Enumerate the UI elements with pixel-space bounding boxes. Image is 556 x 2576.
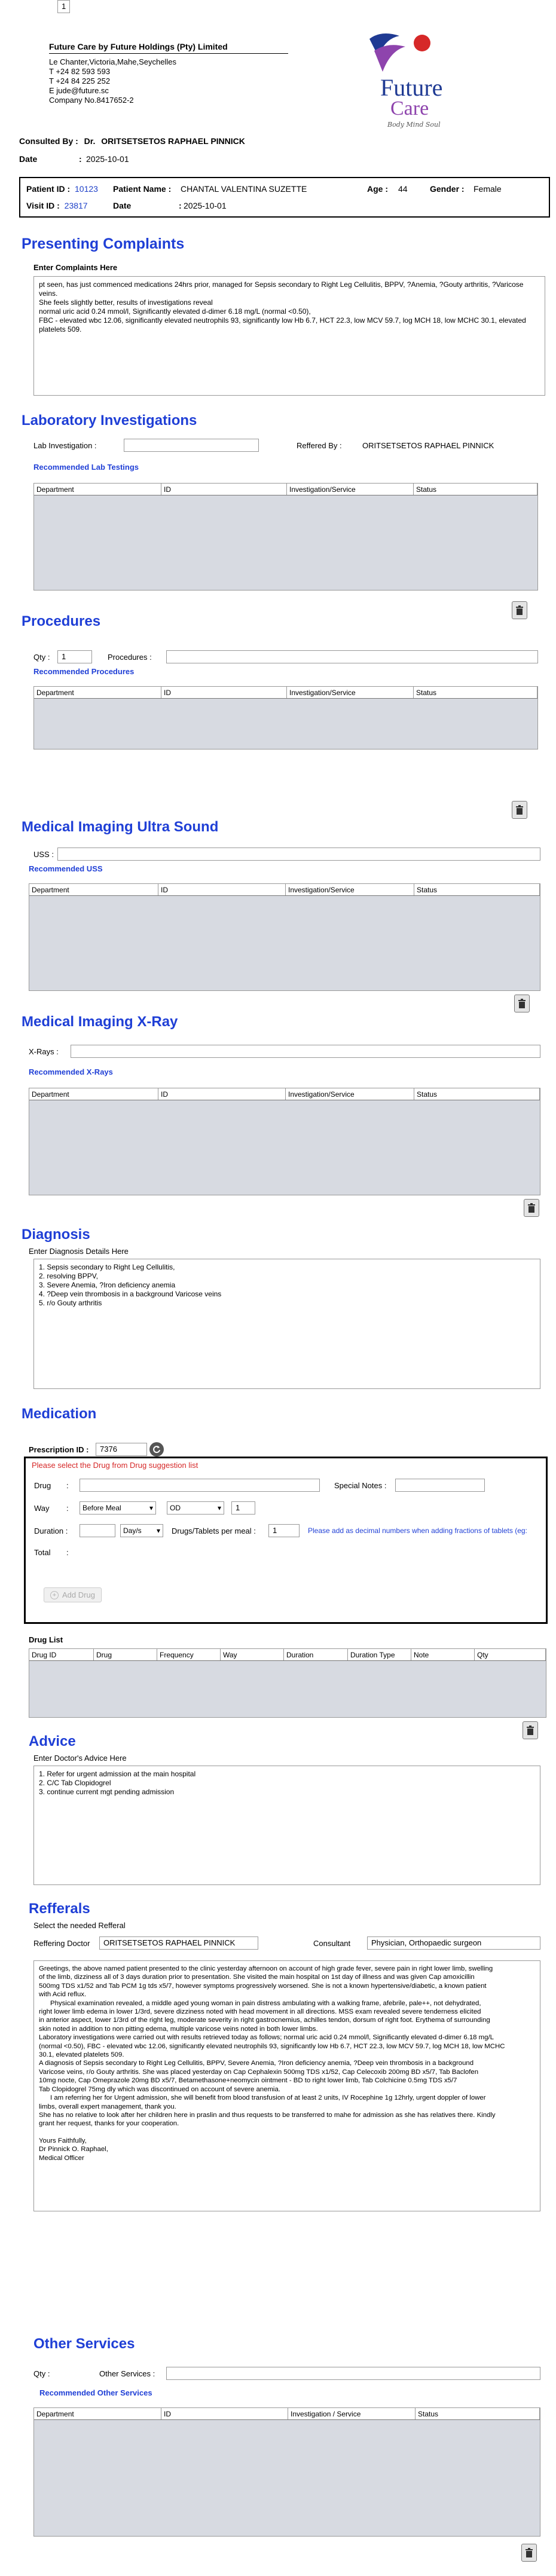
col-investigation: Investigation / Service — [288, 2408, 416, 2419]
duration-unit-value: Day/s — [123, 1526, 142, 1535]
company-tel2: T +24 84 225 252 — [49, 77, 111, 85]
trash-icon — [527, 1203, 536, 1213]
lab-label: Lab Investigation : — [33, 441, 97, 450]
advice-sub: Enter Doctor's Advice Here — [33, 1754, 127, 1763]
letter-line: right lower limb edema in lower 1/3rd, severe dizziness noted with head movement in all directions. MSS exam revealed severe tenderness elicited — [39, 2008, 481, 2016]
col-id: ID — [161, 687, 287, 698]
diagnosis-line: 5. r/o Gouty arthritis — [39, 1299, 102, 1307]
uss-recommended-link[interactable]: Recommended USS — [29, 864, 103, 873]
patient-name: CHANTAL VALENTINA SUZETTE — [181, 184, 307, 194]
visit-id: 23817 — [64, 201, 88, 210]
drug-warning: Please select the Drug from Drug suggestion list — [32, 1461, 198, 1470]
letter-line: Varicose veins, r/o Gouty arthritis. She was placed yesterday on Cap Cephalexin 500mg TDS x1/52, Cap Celecoxib 200mg BD x5/7, Tab Baclofen — [39, 2068, 479, 2076]
drug-label: Drug — [34, 1481, 51, 1490]
referring-doctor-label: Reffering Doctor — [33, 1939, 90, 1948]
druglist-title: Drug List — [29, 1635, 63, 1644]
complaints-line: She feels slightly better, results of investigations reveal — [39, 298, 213, 307]
col-id: ID — [158, 884, 286, 895]
col-id: ID — [158, 1088, 286, 1100]
complaints-line: pt seen, has just commenced medications 24hrs prior, managed for Sepsis secondary to Right Leg Cellulitis, BPPV, ?Anemia, ?Gouty arthritis, ?Varicose veins. — [39, 280, 524, 298]
xray-title: Medical Imaging X-Ray — [22, 1014, 178, 1030]
procedures-grid — [33, 686, 538, 749]
company-email: E jude@future.sc — [49, 86, 109, 95]
letter-line: 500mg TDS x1/52 and Tab PCM 1g tds x5/7, however symptoms progressively worsened. She is not a known hypertensive/diabetic, a known patient — [39, 1982, 487, 1990]
consult-date-value: 2025-10-01 — [86, 154, 129, 164]
lab-grid — [33, 483, 538, 591]
logo-word-future: Future — [380, 74, 443, 101]
letter-line: I am referring her for Urgent admission, she will benefit from blood transfusion of at least 2 units, IV Rocephine 1g 12hrly, urgent doppler of lower — [39, 2094, 486, 2102]
complaints-line: FBC - elevated wbc 12.06, significantly elevated neutrophils 93, significantly low Hb 6.7, HCT 22.3, low MCV 59.7, log MCH 18, low MCHC 30.1, elevated platelets 509. — [39, 316, 526, 334]
lab-recommended-link[interactable]: Recommended Lab Testings — [33, 463, 139, 472]
letter-line — [39, 2128, 535, 2137]
referral-letter-textarea[interactable] — [33, 1960, 540, 2211]
uss-label: USS : — [33, 850, 54, 859]
other-qty-label: Qty : — [33, 2369, 50, 2378]
diagnosis-line: 1. Sepsis secondary to Right Leg Cellulitis, — [39, 1263, 175, 1271]
complaints-line: normal uric acid 0.24 mmol/l, Significantly elevated d-dimer 6.18 mg/L (normal <0.50), — [39, 307, 311, 316]
add-icon: + — [50, 1591, 59, 1599]
special-notes-input[interactable] — [395, 1479, 485, 1492]
consulted-by-label: Consulted By : — [19, 136, 78, 146]
advice-textarea[interactable] — [33, 1766, 540, 1885]
other-delete-button[interactable] — [521, 2544, 537, 2562]
other-recommended-link[interactable]: Recommended Other Services — [39, 2388, 152, 2397]
col-status: Status — [414, 884, 540, 895]
referrals-title: Refferals — [29, 1901, 90, 1917]
procedures-title: Procedures — [22, 613, 101, 629]
letter-line: She has no relative to look after her children here in praslin and thus requests to be transferred to mahe for admission as she has relatives there. Kindly — [39, 2111, 496, 2119]
col-status: Status — [416, 2408, 540, 2419]
lab-delete-button[interactable] — [512, 601, 527, 619]
duration-unit-select[interactable] — [120, 1524, 163, 1537]
diagnosis-line: 2. resolving BPPV, — [39, 1272, 98, 1280]
way-colon: : — [66, 1504, 69, 1513]
company-info — [49, 42, 288, 105]
col-department: Department — [29, 1088, 158, 1100]
col-department: Department — [34, 484, 161, 495]
gender-value: Female — [473, 184, 502, 194]
other-services-input[interactable] — [166, 2367, 540, 2380]
letter-line: Physical examination revealed, a middle aged young woman in pain distress ambulating with a walking frame, afebrile, pale++, not dehydrated, — [39, 1999, 481, 2007]
col-investigation: Investigation/Service — [287, 484, 414, 495]
duration-input[interactable] — [80, 1524, 115, 1537]
consult-date-sep: : — [79, 154, 82, 164]
total-colon: : — [66, 1548, 69, 1557]
uss-input[interactable] — [57, 848, 540, 861]
xray-input[interactable] — [71, 1045, 540, 1058]
druglist-grid — [29, 1648, 546, 1718]
rx-input[interactable]: 7376 — [96, 1443, 147, 1456]
visit-id-label: Visit ID : — [26, 201, 60, 210]
consult-date-label: Date — [19, 154, 38, 164]
diagnosis-sub: Enter Diagnosis Details Here — [29, 1247, 129, 1256]
col-drug: Drug — [94, 1649, 157, 1660]
consult-date — [19, 154, 129, 164]
other-grid — [33, 2407, 540, 2537]
letter-line: skin noted in addition to non pitting edema, multiple varicose veins noted in both lower limbs. — [39, 2025, 318, 2033]
frequency-qty-input[interactable]: 1 — [231, 1501, 255, 1515]
col-id: ID — [161, 2408, 288, 2419]
add-drug-button[interactable] — [44, 1587, 102, 1602]
col-qty: Qty — [475, 1649, 546, 1660]
patient-id: 10123 — [75, 184, 98, 194]
advice-line: 3. continue current mgt pending admission — [39, 1788, 175, 1796]
trash-icon — [525, 2548, 533, 2557]
trash-icon — [526, 1726, 534, 1735]
trash-icon — [518, 999, 526, 1008]
chevron-down-icon: ▾ — [149, 1504, 153, 1512]
add-drug-label: Add Drug — [62, 1590, 95, 1599]
col-investigation: Investigation/Service — [286, 884, 414, 895]
rx-label: Prescription ID : — [29, 1445, 89, 1454]
procedures-delete-button[interactable] — [512, 801, 527, 819]
way-label: Way — [34, 1504, 50, 1513]
way-select[interactable] — [80, 1501, 156, 1515]
age-value: 44 — [398, 184, 408, 194]
logo-word-care: Care — [390, 97, 429, 120]
visit-date-label: Date — [113, 201, 132, 210]
complaints-sub: Enter Complaints Here — [33, 263, 118, 272]
per-meal-label: Drugs/Tablets per meal : — [172, 1526, 256, 1535]
xray-label: X-Rays : — [29, 1047, 59, 1056]
proc-label: Procedures : — [108, 653, 152, 662]
xray-recommended-link[interactable]: Recommended X-Rays — [29, 1067, 113, 1076]
advice-line: 2. C/C Tab Clopidogrel — [39, 1779, 111, 1787]
advice-line: 1. Refer for urgent admission at the main hospital — [39, 1770, 196, 1778]
proc-recommended-link[interactable]: Recommended Procedures — [33, 667, 135, 676]
col-duration: Duration — [284, 1649, 348, 1660]
company-number: Company No.8417652-2 — [49, 96, 134, 105]
chevron-down-icon: ▾ — [217, 1504, 221, 1512]
druglist-delete-button[interactable] — [523, 1721, 538, 1739]
complaints-title: Presenting Complaints — [22, 235, 185, 252]
drug-input[interactable] — [80, 1479, 320, 1492]
patient-name-label: Patient Name : — [113, 184, 172, 194]
trash-icon — [515, 805, 524, 815]
diagnosis-title: Diagnosis — [22, 1226, 90, 1243]
letter-line: grant her request, thanks for your cooperation. — [39, 2120, 179, 2128]
referred-by-value: ORITSETSETOS RAPHAEL PINNICK — [362, 441, 494, 450]
proc-qty-input[interactable]: 1 — [57, 650, 92, 663]
letter-line: Greetings, the above named patient presented to the clinic yesterday afternoon on account of high grade fever, severe pain in right lower limb, swelling — [39, 1965, 493, 1972]
decimal-note: Please add as decimal numbers when adding fractions of tablets (eg: — [308, 1526, 527, 1535]
company-name: Future Care by Future Holdings (Pty) Limited — [49, 42, 228, 51]
patient-id-label: Patient ID : — [26, 184, 71, 194]
referred-by-label: Reffered By : — [297, 441, 342, 450]
letter-line: 10mg nocte, Cap Omeprazole 20mg BD x5/7, Betamethasone+neomycin ointment - BD to right lower limb, Tab Colchicine 0.5mg TDS x5/7 — [39, 2077, 457, 2085]
medication-form-box — [24, 1457, 548, 1624]
gender-label: Gender : — [430, 184, 465, 194]
diagnosis-line: 3. Severe Anemia, ?Iron deficiency anemia — [39, 1281, 176, 1289]
refresh-icon — [152, 1445, 161, 1454]
col-note: Note — [411, 1649, 475, 1660]
letter-line: of the limb, dizziness all of 3 days duration prior to presentation. She visited the main hospital on 1st day of illness and was given Cap amoxicillin — [39, 1974, 475, 1981]
letter-line: A diagnosis of Sepsis secondary to Right Leg Cellulitis, BPPV, Severe Anemia, ?Iron deficiency anemia, ?Deep vein thrombosis in a background — [39, 2060, 474, 2067]
company-address: Le Chanter,Victoria,Mahe,Seychelles — [49, 57, 176, 66]
letter-line: limbs, overall expert management, thank you. — [39, 2103, 176, 2110]
letter-line: 30.1, elevated platelets 509. — [39, 2051, 124, 2059]
way-select-value: Before Meal — [83, 1504, 121, 1512]
col-department: Department — [34, 687, 161, 698]
letter-line: Tab Clopidogrel 75mg dly which was discontinued on account of severe anemia. — [39, 2085, 280, 2093]
col-way: Way — [221, 1649, 284, 1660]
col-frequency: Frequency — [157, 1649, 221, 1660]
uss-delete-button[interactable] — [514, 995, 530, 1012]
letter-line: with Acid reflux. — [39, 1991, 87, 1999]
lab-title: Laboratory Investigations — [22, 412, 197, 429]
company-tel1: T +24 82 593 593 — [49, 67, 111, 76]
duration-label: Duration : — [34, 1526, 68, 1535]
company-divider — [49, 53, 288, 54]
proc-qty-label: Qty : — [33, 653, 50, 662]
frequency-select[interactable] — [167, 1501, 224, 1515]
col-department: Department — [34, 2408, 161, 2419]
col-investigation: Investigation/Service — [287, 687, 414, 698]
medication-title: Medication — [22, 1406, 97, 1422]
refresh-rx-button[interactable] — [149, 1442, 164, 1457]
uss-title: Medical Imaging Ultra Sound — [22, 819, 219, 835]
total-label: Total — [34, 1548, 51, 1557]
referrals-sub: Select the needed Refferal — [33, 1921, 126, 1930]
col-investigation: Investigation/Service — [286, 1088, 414, 1100]
consultant-label: Consultant — [313, 1939, 351, 1948]
letter-line: Laboratory investigations were carried out with results retrieved today as follows; normal uric acid 0.24 mmol/l, Significantly elevated d-dimer 6.18 mg/L — [39, 2034, 494, 2042]
xray-grid — [29, 1088, 540, 1195]
letter-line: (normal <0.50), FBC - elevated wbc 12.06, significantly elevated neutrophils 93, significantly low Hb 6.7, HCT 22.3, low MCV 59.7, log MCH 18, low MCHC — [39, 2042, 505, 2050]
other-qty-input[interactable]: 1 — [57, 0, 70, 13]
other-label: Other Services : — [99, 2369, 155, 2378]
procedures-input[interactable] — [166, 650, 538, 663]
visit-date-sep: : — [179, 201, 182, 210]
logo-tagline: Body Mind Soul — [387, 121, 441, 129]
age-label: Age : — [367, 184, 388, 194]
col-duration-type: Duration Type — [348, 1649, 411, 1660]
chevron-down-icon: ▾ — [156, 1526, 160, 1535]
advice-title: Advice — [29, 1733, 76, 1749]
frequency-select-value: OD — [170, 1504, 181, 1512]
special-notes-label: Special Notes : — [334, 1481, 387, 1490]
letter-line: in anterior aspect, lower 1/3rd of the right leg, moderate severity in right gastrocnemius, achilles tendon, dorsum of right foot. Erythema of surrounding — [39, 2017, 490, 2024]
diagnosis-textarea[interactable] — [33, 1259, 540, 1389]
consulted-doctor: ORITSETSETOS RAPHAEL PINNICK — [101, 136, 245, 146]
other-title: Other Services — [33, 2336, 135, 2352]
lab-input[interactable] — [124, 439, 259, 452]
consulted-dr-prefix: Dr. — [84, 136, 96, 146]
consultant-input[interactable]: Physician, Orthopaedic surgeon — [367, 1936, 540, 1950]
uss-grid — [29, 883, 540, 991]
referring-doctor-input[interactable]: ORITSETSETOS RAPHAEL PINNICK — [99, 1936, 258, 1950]
xray-delete-button[interactable] — [524, 1199, 539, 1217]
trash-icon — [515, 605, 524, 615]
letter-line: Yours Faithfully, — [39, 2137, 87, 2144]
patient-info-box — [19, 177, 550, 218]
col-status: Status — [414, 484, 537, 495]
letter-line: Dr Pinnick O. Raphael, — [39, 2146, 108, 2153]
per-meal-input[interactable]: 1 — [268, 1524, 300, 1537]
col-drug-id: Drug ID — [29, 1649, 94, 1660]
col-id: ID — [161, 484, 287, 495]
col-status: Status — [414, 687, 537, 698]
future-care-logo — [358, 24, 447, 131]
complaints-textarea[interactable] — [33, 276, 545, 396]
letter-line: Medical Officer — [39, 2154, 84, 2162]
drug-colon: : — [66, 1481, 69, 1490]
consulted-by — [19, 136, 245, 146]
diagnosis-line: 4. ?Deep vein thrombosis in a background Varicose veins — [39, 1290, 222, 1298]
visit-date: 2025-10-01 — [184, 201, 227, 210]
col-department: Department — [29, 884, 158, 895]
col-status: Status — [414, 1088, 540, 1100]
